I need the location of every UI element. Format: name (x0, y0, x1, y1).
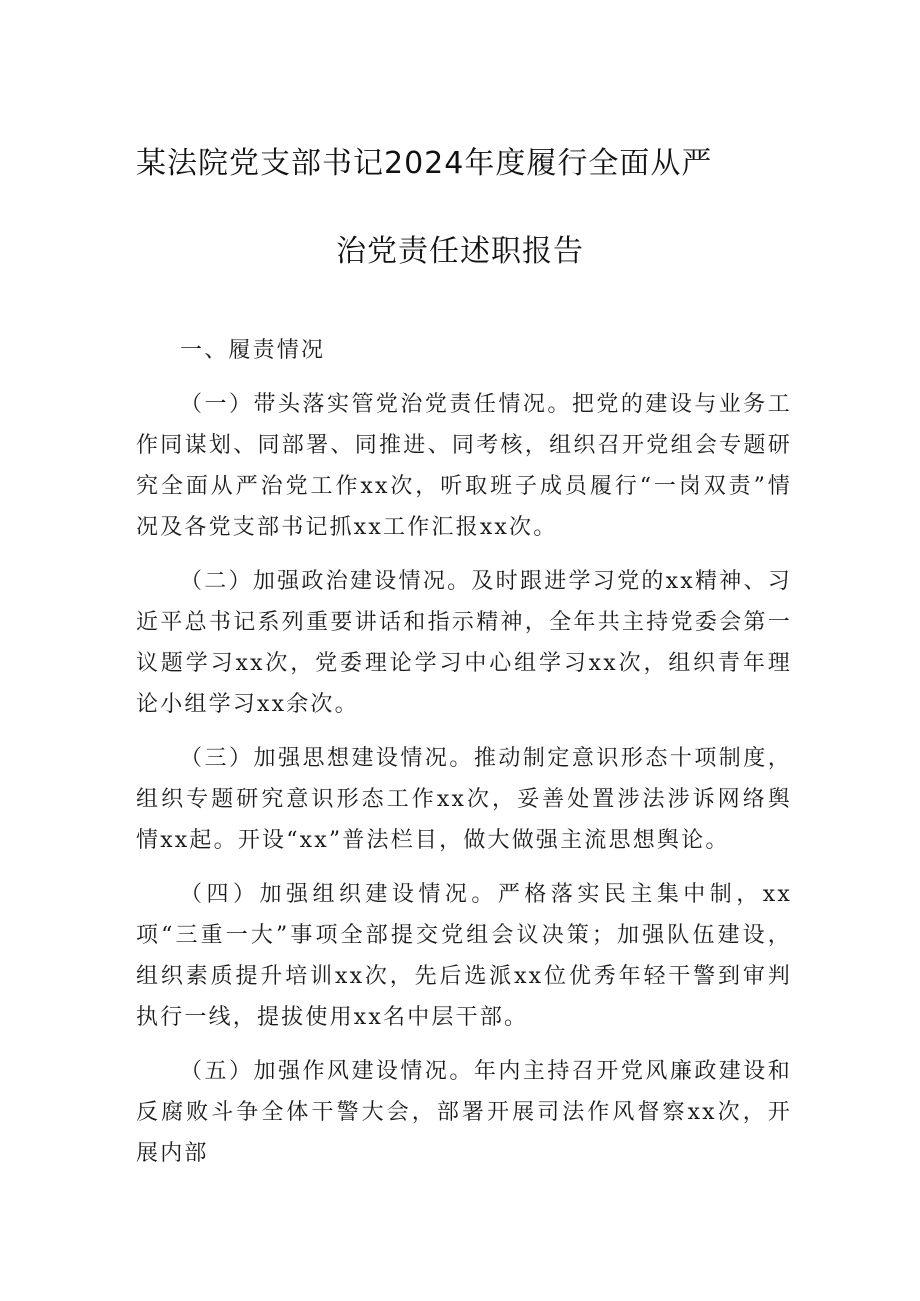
paragraph-3: （三）加强思想建设情况。推动制定意识形态十项制度，组织专题研究意识形态工作xx次，妥善处置涉法涉诉网络舆情xx起。开设“xx”普法栏目，做大做强主流思想舆论。 (136, 746, 792, 853)
section-heading: 一、履责情况 (180, 338, 326, 363)
paragraph-4: （四）加强组织建设情况。严格落实民主集中制，xx项“三重一大”事项全部提交党组会议决策；加强队伍建设，组织素质提升培训xx次，先后选派xx位优秀年轻干警到审判执行一线，提拔使用xx名中层干部。 (136, 882, 792, 1030)
document-title-line-1: 某法院党支部书记2024年度履行全面从严 (136, 146, 713, 181)
document-title-line-2: 治党责任述职报告 (336, 234, 584, 269)
paragraph-5: （五）加强作风建设情况。年内主持召开党风廉政建设和反腐败斗争全体干警大会，部署开展司法作风督察xx次，开展内部 (136, 1059, 792, 1166)
paragraph-1: （一）带头落实管党治党责任情况。把党的建设与业务工作同谋划、同部署、同推进、同考核，组织召开党组会专题研究全面从严治党工作xx次，听取班子成员履行“一岗双责”情况及各党支部书记抓xx工作汇报xx次。 (136, 392, 792, 540)
document-body (136, 330, 792, 1174)
paragraph-2: （二）加强政治建设情况。及时跟进学习党的xx精神、习近平总书记系列重要讲话和指示精神，全年共主持党委会第一议题学习xx次，党委理论学习中心组学习xx次，组织青年理论小组学习xx余次。 (136, 569, 792, 717)
